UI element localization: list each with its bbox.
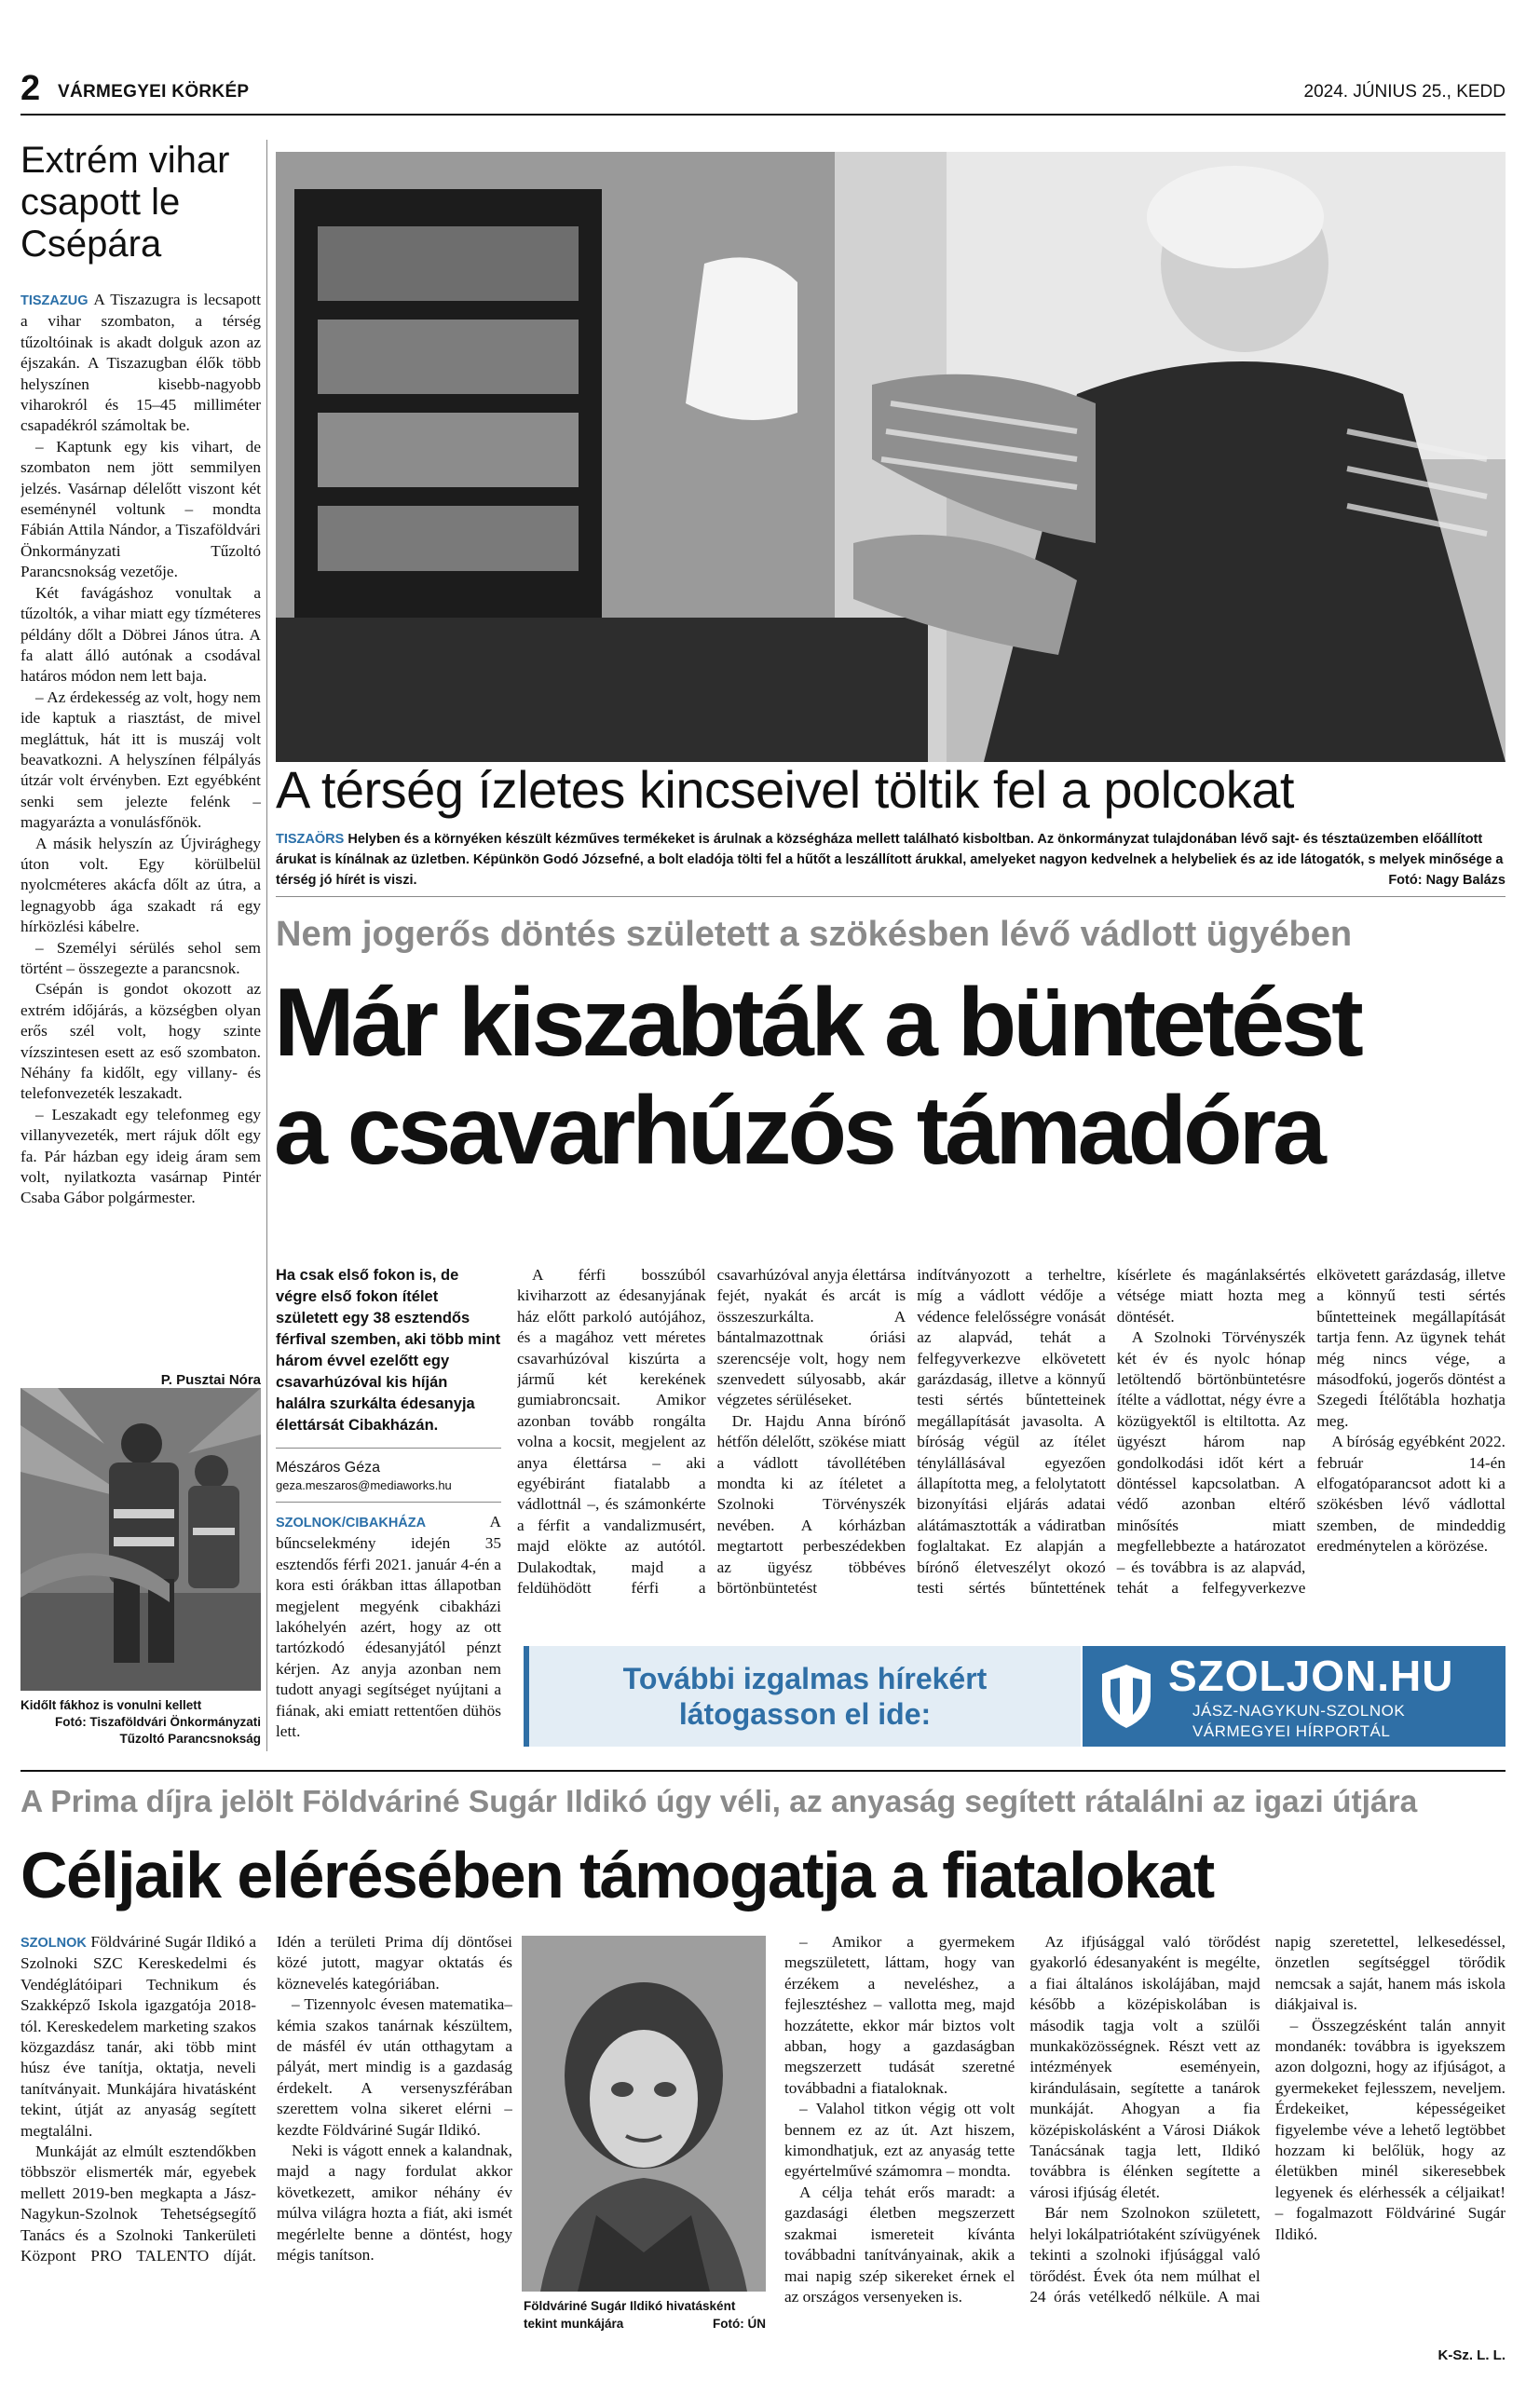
storm-caption [20,1697,261,1748]
author-rule-2 [276,1502,501,1503]
storm-paragraph: Csépán is gondot okozott az extrém időjárás, a községben olyan erős szél volt, hogy szinte vízszintesen esett az eső szombaton. Néhány fa kidőlt, egy villany- és telefonvezeték leszakadt. [20,980,261,1103]
prima-paragraph: – Tizennyolc évesen matematika–kémia szakos tanárnak készültem, de másfél év után otthagytam a pályát, mert mindig is a gazdaság érdekelt. A versenyszférában szerettem volna sikeret elérni – kezdte Földváriné Sugár Ildikó. [277,1995,512,2139]
court-paragraph: A bíróság egyébként 2022. február 14-én elfogatóparancsot adott ki a szökésben lévő vádlottal szemben, de mindeddig eredménytelen a körözése. [1316,1433,1506,1556]
portrait-photo [522,1936,766,2292]
shop-kicker: TISZAÖRS [276,832,345,847]
prima-kicker: SZOLNOK [20,1936,87,1951]
prima-body-left [20,1932,512,2362]
storm-photo [20,1388,261,1691]
shop-image [276,152,1506,762]
court-paragraph: A férfi bosszúból kiviharzott az édesanyjának ház előtt parkoló autójához, és a magához vett méretes csavarhúzóval kiszúrta a jármű két kerekének gumiabroncsait. Amikor azonban tovább rongálta volna a kocsit, megjelent az anya élettársa – aki egyébiránt fiatalabb a vádlottnál –, és számonkérte a férfit a vandalizmusért, majd elökte az autótól. Dulakodtak, majd a feldühödött férfi a csavarhúzóval anyja élettársa fejét, nyakát és arcát is összeszurkálta. A bántalmazottnak óriási szerencséje volt, hogy nem szenvedett súlyosabb, akár végzetes sérüléseket. [517,1266,906,1598]
page-header [20,69,1506,112]
court-kicker: SZOLNOK/CIBAKHÁZA [276,1516,427,1531]
header-rule [20,114,1506,116]
court-paragraph: A Szolnoki Törvényszék két év és nyolc hónap letöltendő börtönbüntetésre ítélte a vádlottat, négy évre a közügyektől is eltiltotta. Az ügyészt három nap gondolkodási időt kért a döntéssel kapcsolatban. A védő azonban eltérő minősítés miatt megfellebbezte a határozatot – és továbbra is az alapvád, tehát a felfegyverkezve elkövetett garázdaság, illetve a könnyű testi sértés bűntetteinek megállapítását tartja fenn. Az ügynek tehát még nincs vége, a másodfokú, jogerős döntést a Szegedi Ítélőtábla hozhatja meg. [1116,1266,1506,1598]
promo-line2: látogasson el ide: [678,1697,932,1731]
court-paragraph: A bűncselekmény idején 35 esztendős férfi 2021. január 4-én a kora esti órákban ittas állapotban megjelent megyénk cibakházi lakóhelyén azért, hogy az ott tartózkodó édesanyjától pénzt kérjen. Az anyja azonban nem tudott anyagi segítséget nyújtani a fiának, aki emiatt rettentően dühös lett. [276,1513,501,1741]
court-lead: Ha csak első fokon is, de végre első fokon ítélet született egy 38 esztendős férfival szemben, aki több mint három évvel ezelőtt egy csavarhúzóval kis híján halálra szurkálta édesanyja élettársát Cibakházán. [276,1267,501,1434]
prima-paragraph: – Amikor a gyermekem megszületett, láttam, hogy van érzékem a neveléshez, a fejlesztéshez – vallotta meg, majd hozzátette, ekkor már biztos volt abban, hogy a gazdaságban megszerzett tudását szeretné továbbadni a fiataloknak. [784,1933,1015,2097]
portrait-photo-credit: Fotó: ÚN [713,2317,766,2331]
prima-overline: A Prima díjra jelölt Földváriné Sugár Ildikó úgy véli, az anyaság segített rátalálni az igazi útjára [20,1785,1418,1819]
storm-body [20,290,261,1370]
storm-photo-credit: Fotó: Tiszaföldvári Önkormányzati [54,1715,261,1729]
page-number: 2 [20,69,41,108]
promo-banner[interactable] [524,1646,1506,1747]
promo-brand-box[interactable] [1083,1646,1506,1747]
storm-paragraph: Két favágáshoz vonultak a tűzoltók, a vihar miatt egy tízméteres példány dőlt a Döbrei János útra. A fa alatt álló autónak a csodával határos módon nem lett baja. [20,583,261,686]
promo-text-box [524,1646,1081,1747]
portrait-caption [524,2297,766,2333]
section-rule [276,896,1506,897]
storm-paragraph: – Az érdekesség az volt, hogy nem ide kaptuk a riasztást, de mivel megláttuk, hát itt is muszáj volt beavatkozni. A helyszínen félpályás útzár volt érvényben. Ezt egyébként senki sem jelezte felénk – magyarázta a vonulásfőnök. [20,687,261,832]
prima-paragraph: Neki is vágott ennek a kalandnak, majd a nagy fordulat akkor következett, amikor néhány év múlva világra hozta a fiát, aki ismét megérlelte benne a döntést, hogy mégis tanítson. [277,2142,512,2265]
prima-paragraph: Az ifjúsággal való törődést gyakorló édesanyaként is megélte, a fiai általános iskolájában, majd később a középiskolában is második tagja volt a szülői munkaközösségnek. Részt vett az intézmények eseményein, kirándulásain, segítette a tanárok munkáját. Ahogyan a fia középiskolásként a Városi Diákok Tanácsának tagja lett, Ildikó továbbra is élénken segítette a városi ifjúság életét. [1029,1933,1260,2201]
court-author: Mészáros Géza [276,1460,381,1476]
court-lead-column [276,1265,501,1749]
storm-paragraph: – Kaptunk egy kis vihart, de szombaton nem jött semmilyen jelzés. Vasárnap délelőtt viszont két eseménynél voltunk – mondta Fábián Attila Nándor, a Tiszaföldvári Önkormányzati Tűzoltó Parancsnokság vezetője. [20,437,261,581]
issue-date: 2024. JÚNIUS 25., KEDD [1303,82,1506,102]
promo-line1: További izgalmas hírekért [622,1662,988,1695]
court-author-email: geza.meszaros@mediaworks.hu [276,1478,452,1492]
shop-caption-text: Helyben és a környéken készült kézműves termékeket is árulnak a községháza mellett található kisboltban. Az önkormányzat tulajdonában lévő sajt- és tésztaüzemben előállított árukat is kínálnak az üzletben. Képünkön Godó Józsefné, a bolt eladója tölti fel a hűtőt a leszállított árukkal, amelyeket nagyon kedvelnek a helybeliek és az ide látogatók, s melyek minősége a térség jó hírét is viszi. [276,832,1504,888]
court-headline [274,969,1522,1185]
prima-paragraph: – Összegzésként talán annyit mondanék: továbbra is igyekszem azon dolgozni, hogy az ifjúságot, a gyermekeket fejlesszem, neveljem. Érdekeiket, képességeiket figyelembe véve a lehető legtöbbet hozzam ki belőlük, hogy az életükben minél sikeresebbek legyenek és elérhessék a céljaikat! – fogalmazott Földváriné Sugár Ildikó. [1274,2016,1506,2243]
court-paragraph: Dr. Hajdu Anna bírónő hétfőn délelőtt, szökése miatt a vádlott távollétében mondta ki az ítéletet a Szolnoki Törvényszék nevében. A kórházban megtartott perbeszédekben az ügyész többéves börtönbüntetést indítványozott a terheltre, míg a vádlott védője a védence felelősségre vonását az alapvád, tehát a felfegyverkezve elkövetett garázdaság, illetve a könnyű testi sértés bűntetteinek megállapítását javasolta. A bíróság végül az ítélet ténylállásával egyezően állapította meg, a felolytatott bizonyítási eljárás adatai alátámasztották a vádiratban foglaltakat. Ez alapján a bírónő életveszélyt okozó testi sértés bűntettének kísérlete és magánlaksértés vétsége miatt hozta meg döntését. [716,1266,1306,1598]
prima-paragraph: A célja tehát erős maradt: a gazdasági életben megszerzett szakmai ismereteit kívánta továbbadni tanítványainak, akik a mai napig szép sikereket érnek el az országos versenyeken is. [784,2183,1015,2306]
prima-paragraph: Bár nem Szolnokon született, helyi lokálpatriótaként szívügyének tekinti a szolnoki ifjúsággal való törődést. Évek óta nem múlhat el 24 órás vetélkedő nélküle. A mai napig szeretettel, lelkesedéssel, önzetlen segítséggel törődik nemcsak a saját, hanem más iskola diákjaival is. [1029,1933,1506,2306]
prima-paragraph: Földváriné Sugár Ildikó a Szolnoki SZC Kereskedelmi és Vendéglátóipari Technikum és Szakképző Iskola igazgatója 2018-tól. Kereskedelem marketing szakos közgazdász tanár, aki több mint húsz éve tanítja, oktatja, neveli tanítványait. Munkájára hivatásként tekint, útját az anyaság segített megtalálni. [20,1933,256,2140]
portrait-image [522,1936,766,2292]
author-rule [276,1448,501,1449]
prima-headline: Céljaik elérésében támogatja a fiatalokat [20,1839,1214,1911]
storm-byline: P. Pusztai Nóra [160,1372,261,1388]
court-headline-line2: a csavarhúzós támadóra [274,1077,1323,1185]
shop-photo [276,152,1506,762]
court-body [517,1265,1506,1633]
storm-paragraph: A Tiszazugra is lecsapott a vihar szombaton, a térség tűzoltóinak is akadt dolguk azon az éjszakán. A Tiszazugban élők több helyszínen kisebb-nagyobb viharokról és 15–45 milliméter csapadékról számoltak be. [20,291,261,435]
shop-photo-credit: Fotó: Nagy Balázs [1388,873,1506,888]
prima-paragraph: – Valahol titkon végig ott volt bennem ez az út. Azt hiszem, kimondhatjuk, ezt az anyaság tette egyértelművé számomra – mondta. [784,2100,1015,2181]
shield-icon [1099,1663,1153,1730]
shop-headline: A térség ízletes kincseivel töltik fel a polcokat [276,760,1294,819]
storm-kicker: TISZAZUG [20,293,89,308]
firefighters-image [20,1388,261,1691]
storm-paragraph: A másik helyszín az Újvirághegy úton volt. Egy körülbelül nyolcméteres akácfa dőlt az útra, a legnagyobb ága szakadt rá egy hírközlési kábelre. [20,834,261,936]
storm-photo-credit-2: Tűzoltó Parancsnokság [119,1732,261,1746]
promo-sub1: JÁSZ-NAGYKUN-SZOLNOK [1192,1702,1406,1720]
section-rule-2 [20,1770,1506,1772]
court-overline: Nem jogerős döntés született a szökésben lévő vádlott ügyében [276,915,1353,954]
court-headline-line1: Már kiszabták a büntetést [274,969,1360,1077]
section-title: VÁRMEGYEI KÖRKÉP [58,82,250,102]
storm-paragraph: – Személyi sérülés sehol sem történt – összegezte a parancsnok. [20,938,261,977]
storm-paragraph: – Leszakadt egy telefonmeg egy villanyvezeték, mert rájuk dőlt egy fa. Pár házban egy ideig áram sem volt, nyilatkozta vasárnap Pintér Csaba Gábor polgármester. [20,1105,261,1207]
portrait-caption-text: Földváriné Sugár Ildikó hivatásként tekint munkájára [524,2299,736,2331]
prima-body-right [784,1932,1506,2362]
shop-caption [276,829,1506,891]
storm-caption-text: Kidőlt fákhoz is vonulni kellett [20,1698,202,1712]
prima-paragraph: Munkáját az elmúlt esztendőkben többször elismerték már, egyebek mellett 2019-ben megkapta a Jász-Nagykun-Szolnok Tehetségsegítő Tanács és a Szolnoki Tankerületi Központ PRO TALENTO díját. Idén a területi Prima díj döntősei közé jutott, magyar oktatás és köznevelés kategóriában. [20,1933,512,2265]
promo-sub2: VÁRMEGYEI HÍRPORTÁL [1192,1722,1391,1740]
promo-brand: SZOLJON.HU [1168,1652,1454,1700]
storm-title: Extrém vihar csapott le Csépára [20,140,230,265]
prima-byline: K-Sz. L. L. [1437,2347,1506,2363]
column-divider [266,140,267,1751]
court-body-col1 [276,1512,501,1796]
